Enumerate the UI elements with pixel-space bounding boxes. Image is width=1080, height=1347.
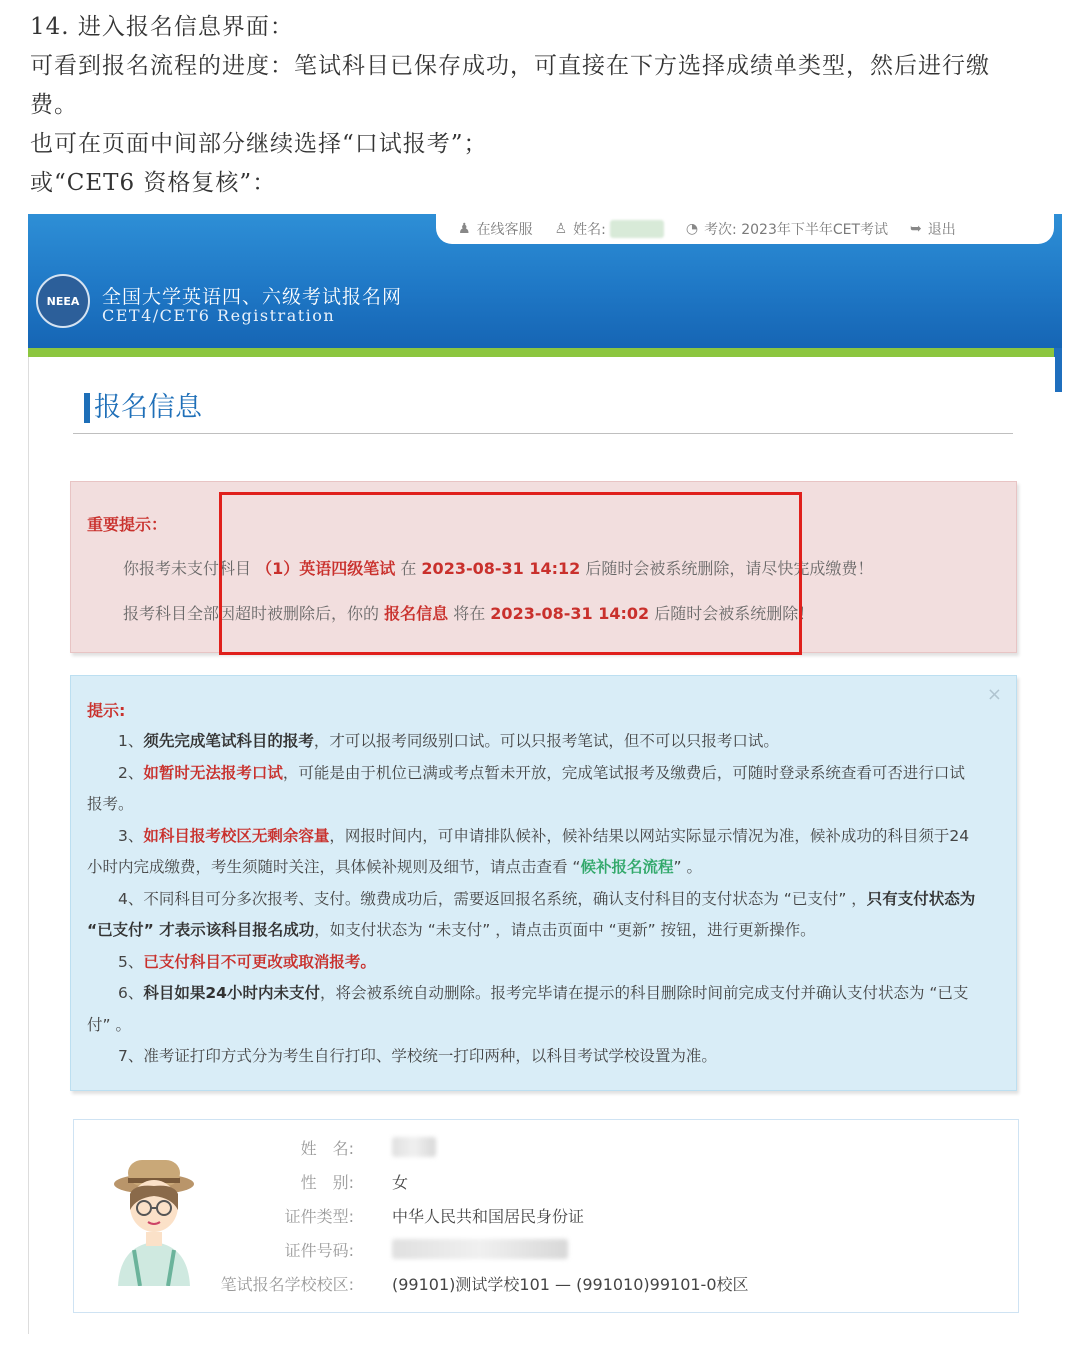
tip-text: 1、 (118, 732, 144, 750)
idtype-label: 证件类型: (284, 1207, 354, 1226)
intro-line: 费。 (30, 92, 78, 118)
tip-text: ，将会被系统自动删除。报考完毕请在提示的科目删除时间前完成支付并确认支付状态为 “已支付” 。 (87, 984, 969, 1034)
candidate-info (73, 1119, 1019, 1313)
user-name (555, 219, 664, 239)
site-header (28, 214, 1062, 348)
name-blurred (610, 220, 664, 238)
notice-text: 报考科目全部因超时被删除后，你的 (123, 604, 385, 623)
tip-bold: 科目如果24小时内未支付 (143, 984, 320, 1002)
school-value: (99101)测试学校101 — (991010)99101-0校区 (392, 1275, 749, 1294)
tip-text: ” 。 (673, 858, 702, 876)
intro-line: 或“CET6 资格复核”： (30, 170, 277, 196)
idtype-value: 中华人民共和国居民身份证 (392, 1207, 585, 1226)
tips-body (87, 726, 977, 1073)
tip-item (87, 821, 977, 884)
green-divider (28, 348, 1054, 357)
logout-icon: ➥ (910, 221, 922, 237)
intro-line: 14. 进入报名信息界面： (30, 14, 294, 40)
notice-text: 在 (395, 559, 422, 578)
logout-label: 退出 (927, 222, 956, 238)
tip-item (87, 758, 977, 821)
notice-subject: （1）英语四级笔试 (256, 559, 396, 578)
logo-text: NEEA (46, 294, 80, 308)
tip-text: ，如支付状态为 “未支付” ，请点击页面中 “更新” 按钮，进行更新操作。 (314, 921, 816, 939)
gender-label: 性 别: (300, 1173, 354, 1192)
neea-logo (36, 274, 90, 328)
gender-value: 女 (392, 1173, 409, 1192)
notice-info: 报名信息 (384, 604, 449, 623)
tip-item (87, 884, 977, 947)
tip-item (87, 726, 977, 758)
tip-text: 2、 (118, 763, 144, 782)
tips-heading: 提示: (87, 701, 126, 720)
site-title: 全国大学英语四、六级考试报名网 (102, 286, 403, 308)
title-divider (73, 433, 1013, 434)
tip-text: 5、 (118, 952, 144, 971)
intro-text (30, 8, 1070, 203)
tip-item: 7、准考证打印方式分为考生自行打印、学校统一打印两种，以科目考试学校设置为准。 (118, 1047, 717, 1065)
tip-text: ，才可以报考同级别口试。可以只报考笔试，但不可以只报考口试。 (313, 732, 779, 750)
online-service-label: 在线客服 (476, 222, 533, 238)
notice-text: 你报考未支付科目 (123, 559, 257, 578)
name-label: 姓名: (573, 222, 606, 238)
school-label: 笔试报名学校校区: (220, 1275, 354, 1294)
tip-item (87, 978, 977, 1041)
intro-line: 可看到报名流程的进度：笔试科目已保存成功，可直接在下方选择成绩单类型，然后进行缴 (30, 53, 990, 79)
tip-text: ，网报时间内，可申请排队候补，候补结果以网站实际显示情况为准，候补成功的科目须于24小时内完成缴费，考生须随时关注，具体候补规则及细节，请点击查看 “ (87, 826, 970, 876)
exam-label: 考次: 2023年下半年CET考试 (704, 222, 889, 238)
tip-red: 如科目报考校区无剩余容量 (143, 826, 330, 845)
notice-text: 将在 (448, 604, 491, 623)
page-content (28, 357, 1055, 1334)
tip-red: 已支付科目不可更改或取消报考。 (143, 952, 376, 971)
notice-text: 后随时会被系统删除，请尽快完成缴费！ (580, 559, 874, 578)
highlight-box (219, 492, 802, 655)
headset-icon: ♟ (458, 221, 471, 237)
tip-red: 如暂时无法报考口试 (143, 763, 283, 782)
name-label: 姓 名: (300, 1139, 354, 1158)
site-subtitle: CET4/CET6 Registration (102, 306, 336, 325)
close-icon[interactable]: × (986, 684, 1002, 705)
header-edge (1054, 348, 1062, 392)
intro-line: 也可在页面中间部分继续选择“口试报考”； (30, 131, 488, 157)
online-service-link[interactable] (458, 219, 533, 239)
idno-label: 证件号码: (284, 1241, 354, 1260)
waitlist-process-link[interactable]: 候补报名流程 (580, 858, 674, 876)
tip-bold: 须先完成笔试科目的报考 (143, 732, 314, 750)
notice-heading: 重要提示： (87, 515, 168, 534)
tip-bold: 只有支付状态为 “已支付” 才表示该科目报名成功 (87, 889, 976, 939)
tip-text: 3、 (118, 826, 144, 845)
clock-icon: ◔ (685, 221, 699, 237)
exam-session (686, 219, 888, 239)
user-icon: ♙ (554, 221, 568, 237)
idno-value-blurred (392, 1238, 568, 1259)
tip-text: 6、 (118, 984, 144, 1002)
tip-text: 4、不同科目可分多次报考、支付。缴费成功后，需要返回报名系统，确认支付科目的支付状态为 “已支付” ， (118, 889, 867, 908)
top-bar (436, 214, 1054, 244)
notice-text: 后随时会被系统删除！ (649, 604, 815, 623)
tip-item (87, 947, 977, 979)
page-title: 报名信息 (84, 393, 202, 423)
tip-text: ，可能是由于机位已满或考点暂未开放，完成笔试报考及缴费后，可随时登录系统查看可否进行口试报考。 (87, 763, 965, 813)
notice-deadline: 2023-08-31 14:12 (421, 559, 581, 578)
logout-link[interactable] (910, 219, 956, 239)
notice-deadline: 2023-08-31 14:02 (490, 604, 650, 623)
screenshot (28, 214, 1062, 1334)
tips-panel (70, 675, 1017, 1091)
name-value-blurred (392, 1136, 436, 1157)
